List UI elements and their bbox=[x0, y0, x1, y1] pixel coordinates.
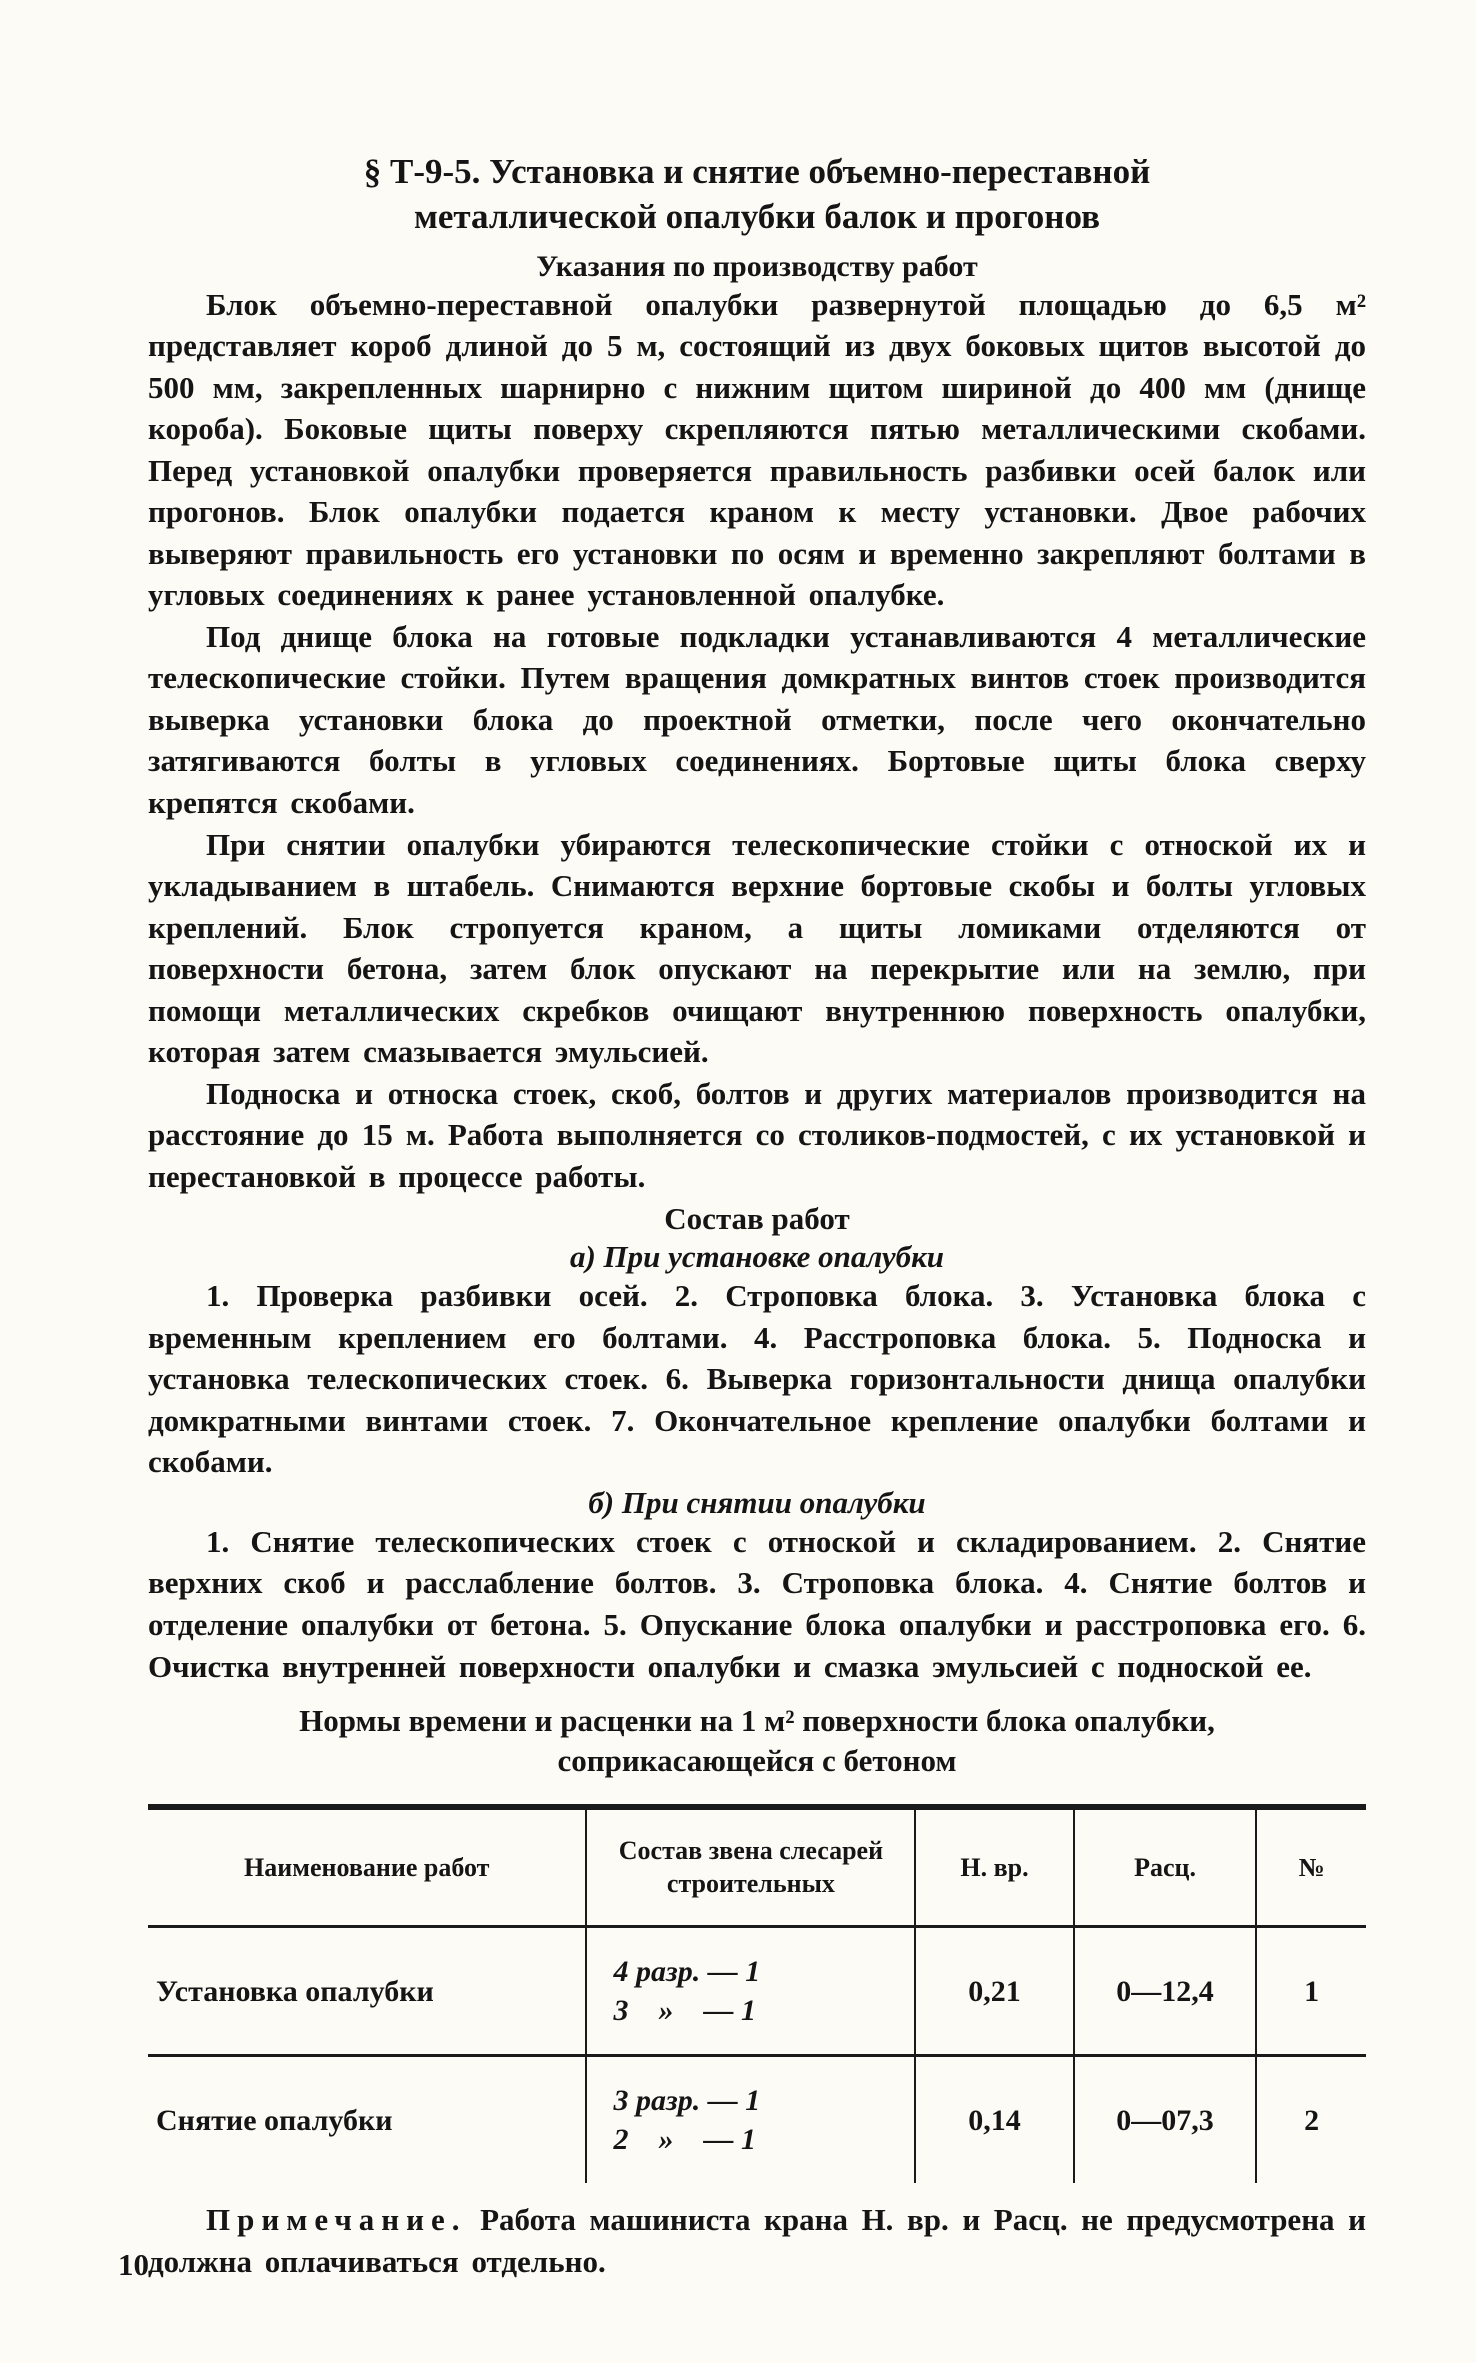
column-header-number: № bbox=[1256, 1807, 1366, 1927]
document-title: § Т-9-5. Установка и снятие объемно-переставной металлической опалубки балок и прогонов bbox=[363, 152, 1151, 236]
paragraph-telescopic-stands: Под днище блока на готовые подкладки устанавливаются 4 металлические телескопические стойки. Путем вращения домкратных винтов стоек производится выверка установки блока до проектной отметки, после чего окончательно затягиваются болты в угловых соединениях. Бортовые щиты блока сверху крепятся скобами. bbox=[148, 618, 1366, 820]
cell-crew bbox=[586, 1927, 915, 2056]
note-paragraph bbox=[148, 2199, 1366, 2282]
cell-crew bbox=[586, 2056, 915, 2184]
norms-table-body bbox=[148, 1927, 1366, 2184]
section-heading-instructions: Указания по производству работ bbox=[536, 249, 978, 283]
page-number: 10 bbox=[118, 2247, 149, 2282]
table-title: Нормы времени и расценки на 1 м² поверхности блока опалубки, соприкасающейся с бетоном bbox=[299, 1703, 1215, 1779]
norms-table-header bbox=[148, 1807, 1366, 1927]
section-heading-composition: Состав работ bbox=[664, 1201, 850, 1237]
cell-number: 2 bbox=[1256, 2056, 1366, 2184]
cell-time-norm: 0,21 bbox=[915, 1927, 1073, 2056]
cell-work-name: Снятие опалубки bbox=[156, 2103, 393, 2137]
header-row bbox=[148, 1807, 1366, 1927]
crew-line: 2 » — 1 bbox=[613, 2123, 756, 2157]
crew-line: 4 разр. — 1 bbox=[613, 1955, 761, 1989]
page-content bbox=[148, 150, 1366, 2313]
paragraph-removal-steps: 1. Снятие телескопических стоек с отноской и складированием. 2. Снятие верхних скоб и расслабление болтов. 3. Строповка блока. 4. Снятие болтов и отделение опалубки от бетона. 5. Опускание блока опалубки и расстроповка его. 6. Очистка внутренней поверхности опалубки и смазка эмульсией с подноской ее. bbox=[148, 1523, 1366, 1684]
column-header-crew: Состав звена слесарей строительных bbox=[586, 1807, 915, 1927]
column-header-time-norm: Н. вр. bbox=[915, 1807, 1073, 1927]
cell-work-name: Установка опалубки bbox=[156, 1974, 434, 2008]
crew-line: 3 разр. — 1 bbox=[613, 2084, 761, 2118]
crew-line: 3 » — 1 bbox=[613, 1994, 756, 2028]
subheading-installation: а) При установке опалубки bbox=[569, 1239, 945, 1275]
paragraph-removal-process: При снятии опалубки убираются телескопические стойки с отноской их и укладыванием в штабель. Снимаются верхние бортовые скобы и болты угловых креплений. Блок стропуется краном, а щиты ломиками отделяются от поверхности бетона, затем блок опускают на перекрытие или на землю, при помощи металлических скребков очищают внутреннюю поверхность опалубки, которая затем смазывается эмульсией. bbox=[148, 826, 1366, 1070]
subheading-removal: б) При снятии опалубки bbox=[588, 1484, 926, 1520]
paragraph-block-description: Блок объемно-переставной опалубки развернутой площадью до 6,5 м² представляет короб длиной до 5 м, состоящий из двух боковых щитов высотой до 500 мм, закрепленных шарнирно с нижним щитом шириной до 400 мм (днище короба). Боковые щиты поверху скрепляются пятью металлическими скобами. Перед установкой опалубки проверяется правильность разбивки осей балок или прогонов. Блок опалубки подается краном к месту установки. Двое рабочих выверяют правильность его установки по осям и временно закрепляют болтами в угловых соединениях к ранее установленной опалубке. bbox=[148, 286, 1366, 613]
cell-rate: 0—07,3 bbox=[1074, 2056, 1257, 2184]
table-row bbox=[148, 1927, 1366, 2056]
paragraph-installation-steps: 1. Проверка разбивки осей. 2. Строповка блока. 3. Установка блока с временным креплением его болтами. 4. Расстроповка блока. 5. Подноска и установка телескопических стоек. 6. Выверка горизонтальности днища опалубки домкратными винтами стоек. 7. Окончательное крепление опалубки болтами и скобами. bbox=[148, 1278, 1366, 1480]
norms-table bbox=[148, 1804, 1366, 2184]
paragraph-carrying-distance: Подноска и относка стоек, скоб, болтов и других материалов производится на расстояние до 15 м. Работа выполняется со столиков-подмостей, с их установкой и перестановкой в процессе работы. bbox=[148, 1075, 1366, 1194]
table-row bbox=[148, 2056, 1366, 2184]
cell-time-norm: 0,14 bbox=[915, 2056, 1073, 2184]
column-header-work-name: Наименование работ bbox=[244, 1852, 490, 1882]
cell-number: 1 bbox=[1256, 1927, 1366, 2056]
note-text: Работа машиниста крана Н. вр. и Расц. не предусмотрена и должна оплачиваться отдельно. bbox=[148, 2202, 1366, 2279]
note-label: Примечание. bbox=[206, 2202, 467, 2238]
column-header-rate: Расц. bbox=[1074, 1807, 1257, 1927]
cell-rate: 0—12,4 bbox=[1074, 1927, 1257, 2056]
